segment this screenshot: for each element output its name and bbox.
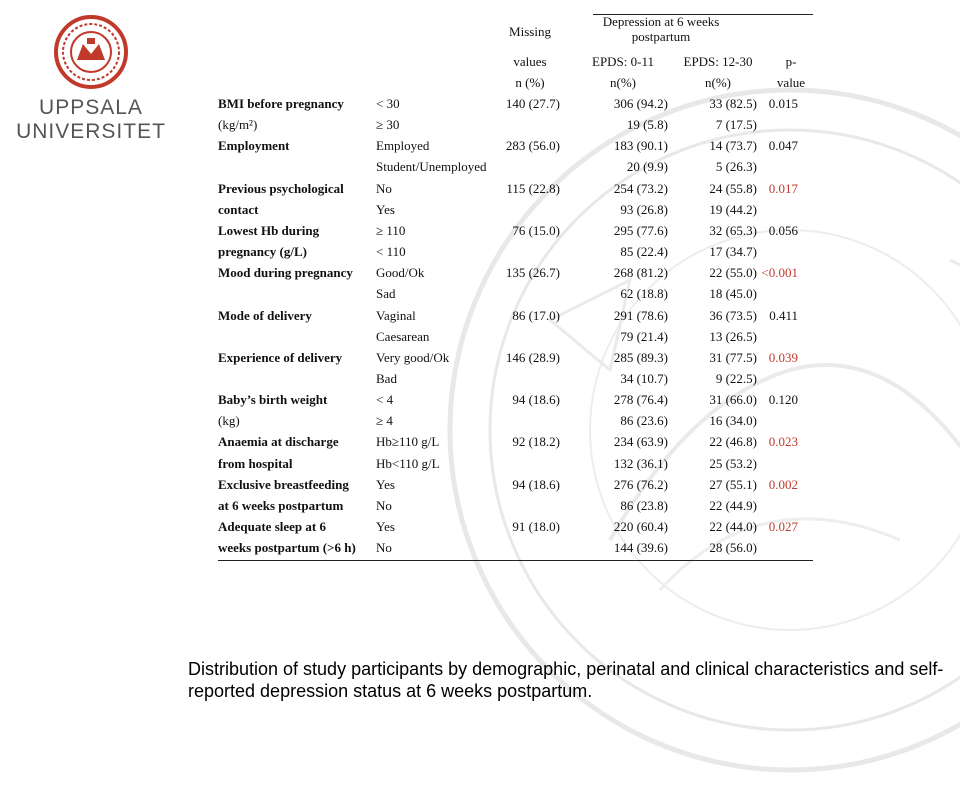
row-p-value: 0.411: [769, 307, 798, 323]
row-category: ≥ 30: [376, 117, 400, 133]
row-missing: 283 (56.0): [505, 138, 560, 154]
row-p-value: 0.002: [768, 476, 798, 492]
row-category: No: [376, 497, 392, 513]
header-missing: Missing: [509, 24, 551, 39]
row-label: contact: [218, 201, 259, 217]
logo-text-line1: UPPSALA: [39, 96, 143, 119]
row-epds-high: 7 (17.5): [715, 117, 757, 133]
row-missing: 91 (18.0): [512, 519, 560, 534]
row-category: Sad: [376, 286, 396, 302]
row-epds-low: 278 (76.4): [613, 392, 668, 408]
header-p1: p-: [785, 54, 797, 69]
figure-caption: Distribution of study participants by demographic, perinatal and clinical characteristics and self-reported depression status at 6 weeks postpartum.: [188, 659, 944, 701]
header-p2: value: [776, 75, 806, 90]
header-values: values: [513, 54, 547, 69]
row-category: Vaginal: [376, 307, 416, 323]
header-npct-high: n(%): [705, 75, 731, 90]
row-epds-high: 33 (82.5): [709, 96, 757, 111]
row-label: Previous psychological: [218, 180, 344, 196]
table-row: [218, 199, 818, 220]
row-epds-low: 268 (81.2): [613, 265, 668, 281]
row-epds-high: 9 (22.5): [715, 370, 757, 386]
row-epds-high: 28 (56.0): [709, 540, 757, 556]
header-epds-high: EPDS: 12-30: [683, 54, 753, 69]
row-category: Hb≥110 g/L: [376, 434, 440, 450]
row-epds-high: 32 (65.3): [709, 222, 757, 238]
row-missing: 94 (18.6): [512, 392, 560, 408]
row-epds-low: 234 (63.9): [613, 434, 668, 450]
row-missing: 94 (18.6): [512, 476, 560, 492]
row-label: pregnancy (g/L): [218, 244, 307, 260]
row-category: Good/Ok: [376, 265, 425, 281]
row-label: Baby’s birth weight: [218, 392, 328, 408]
table-row: [218, 453, 818, 474]
row-epds-high: 36 (73.5): [709, 307, 757, 323]
row-label: Employment: [218, 138, 290, 154]
row-category: < 110: [376, 244, 406, 260]
row-category: No: [376, 540, 392, 556]
row-category: ≥ 4: [376, 413, 393, 429]
row-label: Adequate sleep at 6: [218, 519, 326, 534]
header-depression-group: Depression at 6 weeks postpartum: [602, 14, 720, 44]
row-missing: 140 (27.7): [505, 96, 560, 111]
row-missing: 76 (15.0): [512, 222, 560, 238]
row-epds-high: 27 (55.1): [709, 476, 757, 492]
row-epds-low: 93 (26.8): [620, 201, 668, 217]
university-seal-icon: [53, 14, 129, 90]
row-label: at 6 weeks postpartum: [218, 497, 344, 513]
row-epds-low: 86 (23.6): [620, 413, 668, 429]
row-label: Mode of delivery: [218, 307, 312, 323]
table-row: [218, 135, 818, 156]
row-epds-low: 86 (23.8): [620, 497, 668, 513]
table-row: [218, 326, 818, 347]
row-epds-high: 13 (26.5): [709, 328, 757, 344]
row-epds-low: 34 (10.7): [620, 370, 668, 386]
row-epds-high: 22 (55.0): [709, 265, 757, 281]
row-category: Yes: [376, 476, 395, 492]
row-p-value: 0.023: [768, 434, 798, 450]
row-epds-high: 5 (26.3): [715, 159, 757, 175]
row-category: Caesarean: [376, 328, 430, 344]
table-row: [218, 537, 818, 558]
table-row: [218, 93, 818, 114]
row-category: Yes: [376, 201, 395, 217]
row-p-value: <0.001: [761, 265, 798, 281]
row-category: Bad: [376, 370, 397, 386]
row-epds-high: 31 (66.0): [709, 392, 757, 408]
table-row: [218, 220, 818, 241]
row-label: Exclusive breastfeeding: [218, 476, 349, 492]
table-row: [218, 305, 818, 326]
row-label: Experience of delivery: [218, 349, 343, 365]
row-epds-high: 22 (44.9): [709, 497, 757, 513]
row-epds-high: 17 (34.7): [709, 244, 757, 260]
university-logo: [16, 14, 166, 144]
row-category: ≥ 110: [376, 222, 406, 238]
row-label: Mood during pregnancy: [218, 265, 353, 281]
row-epds-low: 62 (18.8): [620, 286, 668, 302]
row-category: < 4: [376, 392, 394, 408]
row-epds-low: 132 (36.1): [613, 455, 668, 471]
row-p-value: 0.120: [768, 392, 798, 408]
row-epds-high: 16 (34.0): [709, 413, 757, 429]
logo-text-line2: UNIVERSITET: [16, 120, 166, 143]
header-n-pct: n (%): [515, 75, 545, 90]
table-row: [218, 347, 818, 368]
row-epds-high: 19 (44.2): [709, 201, 757, 217]
row-label: Lowest Hb during: [218, 222, 320, 238]
row-label: (kg/m²): [218, 117, 258, 133]
row-p-value: 0.017: [768, 180, 798, 196]
row-p-value: 0.056: [768, 222, 798, 238]
table-row: [218, 431, 818, 452]
row-missing: 146 (28.9): [505, 349, 560, 365]
row-epds-high: 22 (46.8): [709, 434, 757, 450]
header-npct-low: n(%): [610, 75, 636, 90]
row-epds-low: 254 (73.2): [613, 180, 668, 196]
row-p-value: 0.039: [768, 349, 798, 365]
row-epds-low: 220 (60.4): [613, 519, 668, 534]
row-label: from hospital: [218, 455, 293, 471]
table-row: [218, 241, 818, 262]
row-epds-low: 276 (76.2): [613, 476, 668, 492]
row-epds-low: 79 (21.4): [620, 328, 668, 344]
row-missing: 135 (26.7): [505, 265, 560, 281]
row-epds-high: 31 (77.5): [709, 349, 757, 365]
row-label: (kg): [218, 413, 240, 429]
row-category: Yes: [376, 519, 395, 534]
table-row: [218, 178, 818, 199]
table-row: [218, 516, 818, 537]
row-epds-low: 306 (94.2): [613, 96, 668, 111]
row-epds-high: 24 (55.8): [709, 180, 757, 196]
row-category: Employed: [376, 138, 430, 154]
row-epds-high: 18 (45.0): [709, 286, 757, 302]
row-p-value: 0.015: [768, 96, 798, 111]
row-category: Very good/Ok: [376, 349, 450, 365]
row-epds-high: 22 (44.0): [709, 519, 757, 534]
table-row: [218, 495, 818, 516]
row-epds-low: 295 (77.6): [613, 222, 668, 238]
table-row: [218, 262, 818, 283]
row-missing: 115 (22.8): [506, 180, 560, 196]
row-epds-low: 85 (22.4): [620, 244, 668, 260]
table-row: [218, 389, 818, 410]
row-category: Student/Unemployed: [376, 159, 487, 175]
row-epds-low: 19 (5.8): [626, 117, 668, 133]
row-epds-low: 20 (9.9): [626, 159, 668, 175]
row-label: BMI before pregnancy: [218, 96, 344, 111]
row-epds-high: 25 (53.2): [709, 455, 757, 471]
row-label: Anaemia at discharge: [218, 434, 339, 450]
table-row: [218, 368, 818, 389]
row-epds-high: 14 (73.7): [709, 138, 757, 154]
row-epds-low: 144 (39.6): [613, 540, 668, 556]
row-category: Hb<110 g/L: [376, 455, 440, 471]
table-row: [218, 474, 818, 495]
row-p-value: 0.047: [768, 138, 798, 154]
row-label: weeks postpartum (>6 h): [218, 540, 356, 556]
row-epds-low: 183 (90.1): [613, 138, 668, 154]
row-epds-low: 285 (89.3): [613, 349, 668, 365]
row-missing: 92 (18.2): [512, 434, 560, 450]
row-epds-low: 291 (78.6): [613, 307, 668, 323]
row-category: No: [376, 180, 392, 196]
row-category: < 30: [376, 96, 400, 111]
table-bottom-rule: [218, 560, 813, 561]
table-row: [218, 114, 818, 135]
row-p-value: 0.027: [768, 519, 798, 534]
table-row: [218, 156, 818, 177]
header-epds-low: EPDS: 0-11: [592, 54, 654, 69]
table-row: [218, 410, 818, 431]
table-row: [218, 283, 818, 304]
row-missing: 86 (17.0): [512, 307, 560, 323]
